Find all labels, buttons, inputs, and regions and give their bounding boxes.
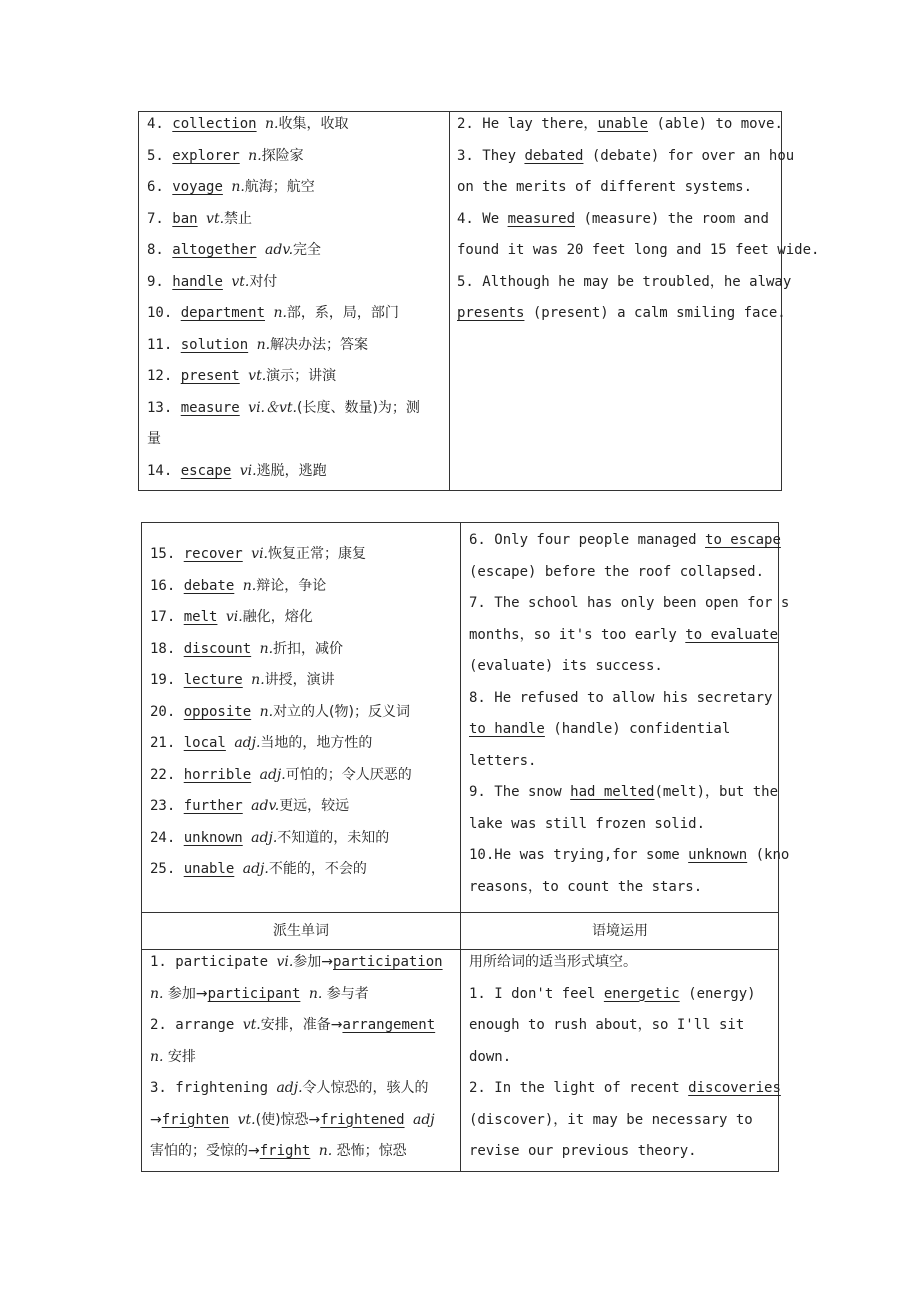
sentence-column [469, 525, 790, 903]
sentence-text: 8. He refused to allow his secretary [469, 689, 773, 706]
part-of-speech: adv. [251, 798, 280, 814]
entry-number: 15. [150, 546, 184, 562]
sentence-line [469, 651, 779, 683]
sentence-line [469, 746, 779, 778]
sentence-text: (measure) the room and [575, 210, 769, 227]
chinese-meaning: 逃脱，逃跑 [256, 462, 327, 479]
sentence-line [469, 840, 790, 872]
sentence-line [469, 1010, 779, 1042]
chinese-meaning: 对立的人(物)；反义词 [273, 703, 410, 720]
vocab-entry [147, 330, 447, 362]
derived-text [405, 1112, 413, 1128]
vocab-entry [147, 109, 447, 141]
sentence-line [469, 809, 779, 841]
entry-number: 18. [150, 640, 184, 657]
entry-number: 7. [147, 210, 173, 227]
vocab-entry [150, 760, 458, 792]
sentence-line [457, 204, 782, 236]
sentence-line [469, 588, 790, 620]
answer-word: to handle [469, 721, 545, 737]
chinese-meaning: 禁止 [224, 210, 253, 227]
chinese-meaning: 探险家 [261, 147, 304, 164]
vocab-entry [150, 571, 458, 603]
entry-number: 17. [150, 609, 184, 625]
part-of-speech: n. [265, 116, 279, 132]
vocab-entry [147, 393, 447, 425]
entry-number: 23. [150, 798, 184, 814]
sentence-text: (energy) [679, 985, 756, 1002]
entry-number: 12. [147, 368, 181, 384]
part-of-speech: vt. [248, 368, 267, 384]
sentence-line [457, 109, 782, 141]
part-of-speech: n. [248, 147, 262, 164]
sentence-text: 9. The snow [469, 784, 571, 800]
sentence-line [469, 1105, 779, 1137]
part-of-speech: n. [273, 305, 287, 321]
part-of-speech: vi. [225, 609, 243, 625]
sentence-line [469, 777, 779, 809]
sentence-line [469, 557, 779, 589]
answer-word: lecture [183, 672, 243, 688]
vocab-column [147, 109, 447, 487]
answer-word: department [180, 305, 266, 321]
answer-word: escape [180, 462, 232, 479]
derived-words-column [150, 947, 458, 1168]
header-context-usage: 语境运用 [592, 923, 648, 939]
chinese-meaning: 讲授，演讲 [264, 672, 335, 688]
part-of-speech: adj. [259, 766, 286, 783]
answer-word: to escape [705, 532, 781, 548]
part-of-speech: adj. [242, 861, 269, 877]
answer-word: unable [183, 861, 235, 877]
vocab-entry [150, 665, 458, 697]
column-divider [449, 112, 450, 490]
sentence-text: found it was 20 feet long and 15 feet wide. [457, 242, 820, 258]
chinese-meaning: 部，系，局，部门 [286, 305, 399, 321]
part-of-speech: vi. [239, 462, 257, 479]
entry-number: 5. [147, 147, 173, 164]
answer-word: handle [172, 273, 223, 290]
sentence-column [457, 109, 820, 330]
derived-text: vt. [237, 1111, 256, 1128]
answer-word: debated [524, 147, 584, 164]
derived-text: vt. [242, 1017, 261, 1033]
answer-word: explorer [172, 147, 240, 164]
sentence-line [469, 947, 779, 979]
answer-word: participation [333, 954, 443, 970]
answer-word: discount [183, 640, 252, 657]
vocab-entry [150, 854, 458, 886]
vocab-entry [150, 634, 458, 666]
vocab-entry [147, 204, 447, 236]
derived-text: 令人惊恐的，骇人的 [302, 1080, 429, 1096]
derived-text: 恐怖；惊恐 [332, 1143, 407, 1159]
derived-text: adj [413, 1111, 435, 1128]
answer-word: local [183, 735, 226, 751]
answer-word: altogether [172, 242, 257, 258]
vocab-entry [147, 456, 447, 488]
vocab-entry [147, 424, 447, 456]
sentence-text: (melt)，but the [654, 784, 779, 800]
answer-word: unable [597, 116, 649, 132]
sentence-text: revise our previous theory. [469, 1143, 697, 1159]
derived-text: → [150, 1111, 162, 1128]
answer-word: recover [183, 546, 243, 562]
answer-word: horrible [183, 766, 252, 783]
derived-text: 害怕的；受惊的→ [150, 1143, 260, 1159]
answer-word: frighten [161, 1111, 230, 1128]
vocab-entry [150, 539, 458, 571]
chinese-meaning: 折扣，减价 [273, 640, 344, 657]
derived-text: 2. arrange [150, 1017, 243, 1033]
sentence-text: on the merits of different systems. [457, 179, 753, 195]
sentence-text: 2. In the light of recent [469, 1080, 689, 1096]
part-of-speech: vi. [251, 546, 269, 562]
derived-text: 参加→ [293, 954, 334, 970]
derived-text: 参加→ [163, 985, 208, 1002]
answer-word: had melted [570, 784, 655, 800]
sentence-text: (debate) for over an hou [583, 147, 795, 164]
chinese-meaning: 收集，收取 [278, 116, 349, 132]
entry-number: 4. [147, 116, 173, 132]
derived-line [150, 1010, 458, 1042]
part-of-speech: n. [231, 179, 245, 195]
answer-word: presents [457, 305, 525, 321]
entry-number: 25. [150, 861, 184, 877]
sentence-text: 5. Although he may be troubled，he alway [457, 273, 792, 290]
sentence-text: down. [469, 1048, 512, 1065]
derived-text: 1. participate [150, 954, 277, 970]
derived-text: n. [318, 1143, 333, 1159]
derived-text: 安排，准备→ [260, 1017, 343, 1033]
derived-line [150, 1073, 458, 1105]
entry-number: 19. [150, 672, 184, 688]
sentence-line [469, 620, 779, 652]
chinese-meaning: (长度、数量)为；测 [297, 399, 420, 416]
entry-number: 22. [150, 766, 184, 783]
sentence-text: reasons，to count the stars. [469, 878, 703, 895]
entry-number: 13. [147, 399, 181, 416]
sentence-line [469, 525, 779, 557]
vocab-entry [150, 602, 458, 634]
sentence-line [469, 979, 779, 1011]
derived-text: n. [150, 1048, 164, 1065]
entry-number: 11. [147, 336, 181, 353]
vocab-entry [150, 697, 458, 729]
sentence-text: enough to rush about，so I'll sit [469, 1017, 745, 1033]
sentence-line [469, 1042, 779, 1074]
chinese-meaning: 融化，熔化 [242, 609, 313, 625]
part-of-speech: vt. [231, 273, 250, 290]
derived-text: n. [150, 985, 164, 1002]
chinese-meaning: 更远，较远 [279, 798, 350, 814]
sentence-text: months，so it's too early [469, 626, 686, 643]
vocab-entry [147, 141, 447, 173]
header-derived-words: 派生单词 [273, 923, 329, 939]
part-of-speech: vt. [206, 210, 225, 227]
entry-number: 8. [147, 242, 173, 258]
sentence-text: lake was still frozen solid. [469, 815, 706, 832]
answer-word: collection [172, 116, 257, 132]
sentence-text: 2. He lay there， [457, 116, 598, 132]
sentence-line [457, 298, 786, 330]
answer-word: unknown [183, 829, 243, 846]
part-of-speech: n. [251, 672, 265, 688]
vocab-entry [150, 728, 458, 760]
context-usage-column [469, 947, 779, 1168]
chinese-meaning: 辩论，争论 [256, 577, 327, 594]
sentence-text: (discover)，it may be necessary to [469, 1111, 753, 1128]
sentence-text: (escape) before the roof collapsed. [469, 563, 765, 580]
vocab-entry [150, 791, 458, 823]
answer-word: opposite [183, 703, 252, 720]
derived-text [310, 1143, 318, 1159]
part-of-speech: n. [256, 336, 271, 353]
derived-line [150, 979, 458, 1011]
sentence-text: (able) to move. [648, 116, 783, 132]
column-divider [460, 523, 461, 1171]
part-of-speech: vi.＆vt. [248, 399, 297, 416]
sentence-line [457, 141, 795, 173]
chinese-meaning: 航海；航空 [244, 179, 315, 195]
sentence-line [469, 683, 779, 715]
derived-text: vi. [276, 954, 294, 970]
chinese-meaning: 对付 [249, 273, 278, 290]
derived-text [300, 986, 308, 1002]
derived-text: 安排 [163, 1048, 196, 1065]
vocab-table-2 [141, 522, 790, 1172]
vocab-column [150, 539, 458, 886]
part-of-speech: adv. [265, 242, 294, 258]
sentence-line [469, 1073, 779, 1105]
sentence-text: (handle) confidential [544, 721, 731, 737]
answer-word: measured [507, 210, 576, 227]
derived-line [150, 1042, 458, 1074]
chinese-meaning: 解决办法；答案 [270, 336, 369, 353]
sentence-text: 用所给词的适当形式填空。 [469, 954, 637, 970]
answer-word: further [183, 798, 243, 814]
derived-text: adj. [276, 1080, 303, 1096]
vocab-entry [147, 172, 447, 204]
answer-word: arrangement [342, 1017, 436, 1033]
answer-word: energetic [603, 985, 680, 1002]
part-of-speech: n. [259, 640, 274, 657]
part-of-speech: n. [259, 703, 274, 720]
vocab-entry [147, 361, 447, 393]
derived-text: 3. frightening [150, 1080, 277, 1096]
answer-word: voyage [172, 179, 223, 195]
derived-text [229, 1112, 237, 1128]
answer-word: melt [183, 609, 218, 625]
chinese-meaning: 不能的，不会的 [268, 861, 367, 877]
sentence-text: 10.He was trying,for some [469, 847, 689, 863]
chinese-meaning: 恢复正常；康复 [268, 546, 367, 562]
chinese-meaning: 不知道的，未知的 [277, 829, 390, 846]
answer-word: frightened [320, 1111, 405, 1128]
answer-word: to evaluate [685, 626, 779, 643]
derived-line [150, 1105, 458, 1137]
sentence-text: 7. The school has only been open for s [469, 595, 790, 611]
sentence-text: 1. I don't feel [469, 985, 604, 1002]
chinese-meaning: 量 [147, 431, 161, 447]
answer-word: solution [180, 336, 249, 353]
sentence-text: 4. We [457, 210, 508, 227]
entry-number: 24. [150, 829, 184, 846]
sentence-text: (kno [747, 847, 790, 863]
sentence-text: 3. They [457, 147, 525, 164]
vocab-entry [150, 823, 458, 855]
entry-number: 9. [147, 273, 173, 290]
sentence-line [469, 714, 779, 746]
entry-number: 14. [147, 462, 181, 479]
sentence-line [457, 267, 792, 299]
sentence-text: (evaluate) its success. [469, 658, 663, 674]
sentence-text: letters. [469, 752, 537, 769]
answer-word: unknown [688, 847, 748, 863]
derived-line [150, 947, 458, 979]
answer-word: participant [207, 985, 301, 1002]
sentence-text: (present) a calm smiling face. [524, 305, 786, 321]
sentence-text: 6. Only four people managed [469, 532, 706, 548]
derived-line [150, 1136, 458, 1168]
entry-number: 6. [147, 179, 173, 195]
sentence-line [457, 235, 820, 267]
sentence-line [469, 872, 779, 904]
entry-number: 20. [150, 703, 184, 720]
answer-word: present [180, 368, 240, 384]
chinese-meaning: 当地的，地方性的 [260, 735, 373, 751]
derived-text: n. [308, 985, 323, 1002]
part-of-speech: adj. [251, 829, 278, 846]
sentence-line [457, 172, 782, 204]
answer-word: discoveries [688, 1080, 781, 1096]
vocab-table-1 [138, 111, 820, 491]
chinese-meaning: 可怕的；令人厌恶的 [285, 766, 412, 783]
part-of-speech: n. [242, 577, 257, 594]
vocab-entry [147, 267, 447, 299]
part-of-speech: adj. [234, 735, 261, 751]
answer-word: fright [259, 1143, 311, 1159]
chinese-meaning: 完全 [293, 242, 322, 258]
derived-text: 参与者 [322, 985, 369, 1002]
answer-word: measure [180, 399, 240, 416]
derived-text: (使)惊恐→ [255, 1111, 321, 1128]
entry-number: 10. [147, 305, 181, 321]
vocab-entry [147, 235, 447, 267]
entry-number: 21. [150, 735, 184, 751]
chinese-meaning: 演示；讲演 [266, 368, 337, 384]
vocab-entry [147, 298, 447, 330]
entry-number: 16. [150, 577, 184, 594]
answer-word: ban [172, 210, 198, 227]
answer-word: debate [183, 577, 235, 594]
sentence-line [469, 1136, 779, 1168]
